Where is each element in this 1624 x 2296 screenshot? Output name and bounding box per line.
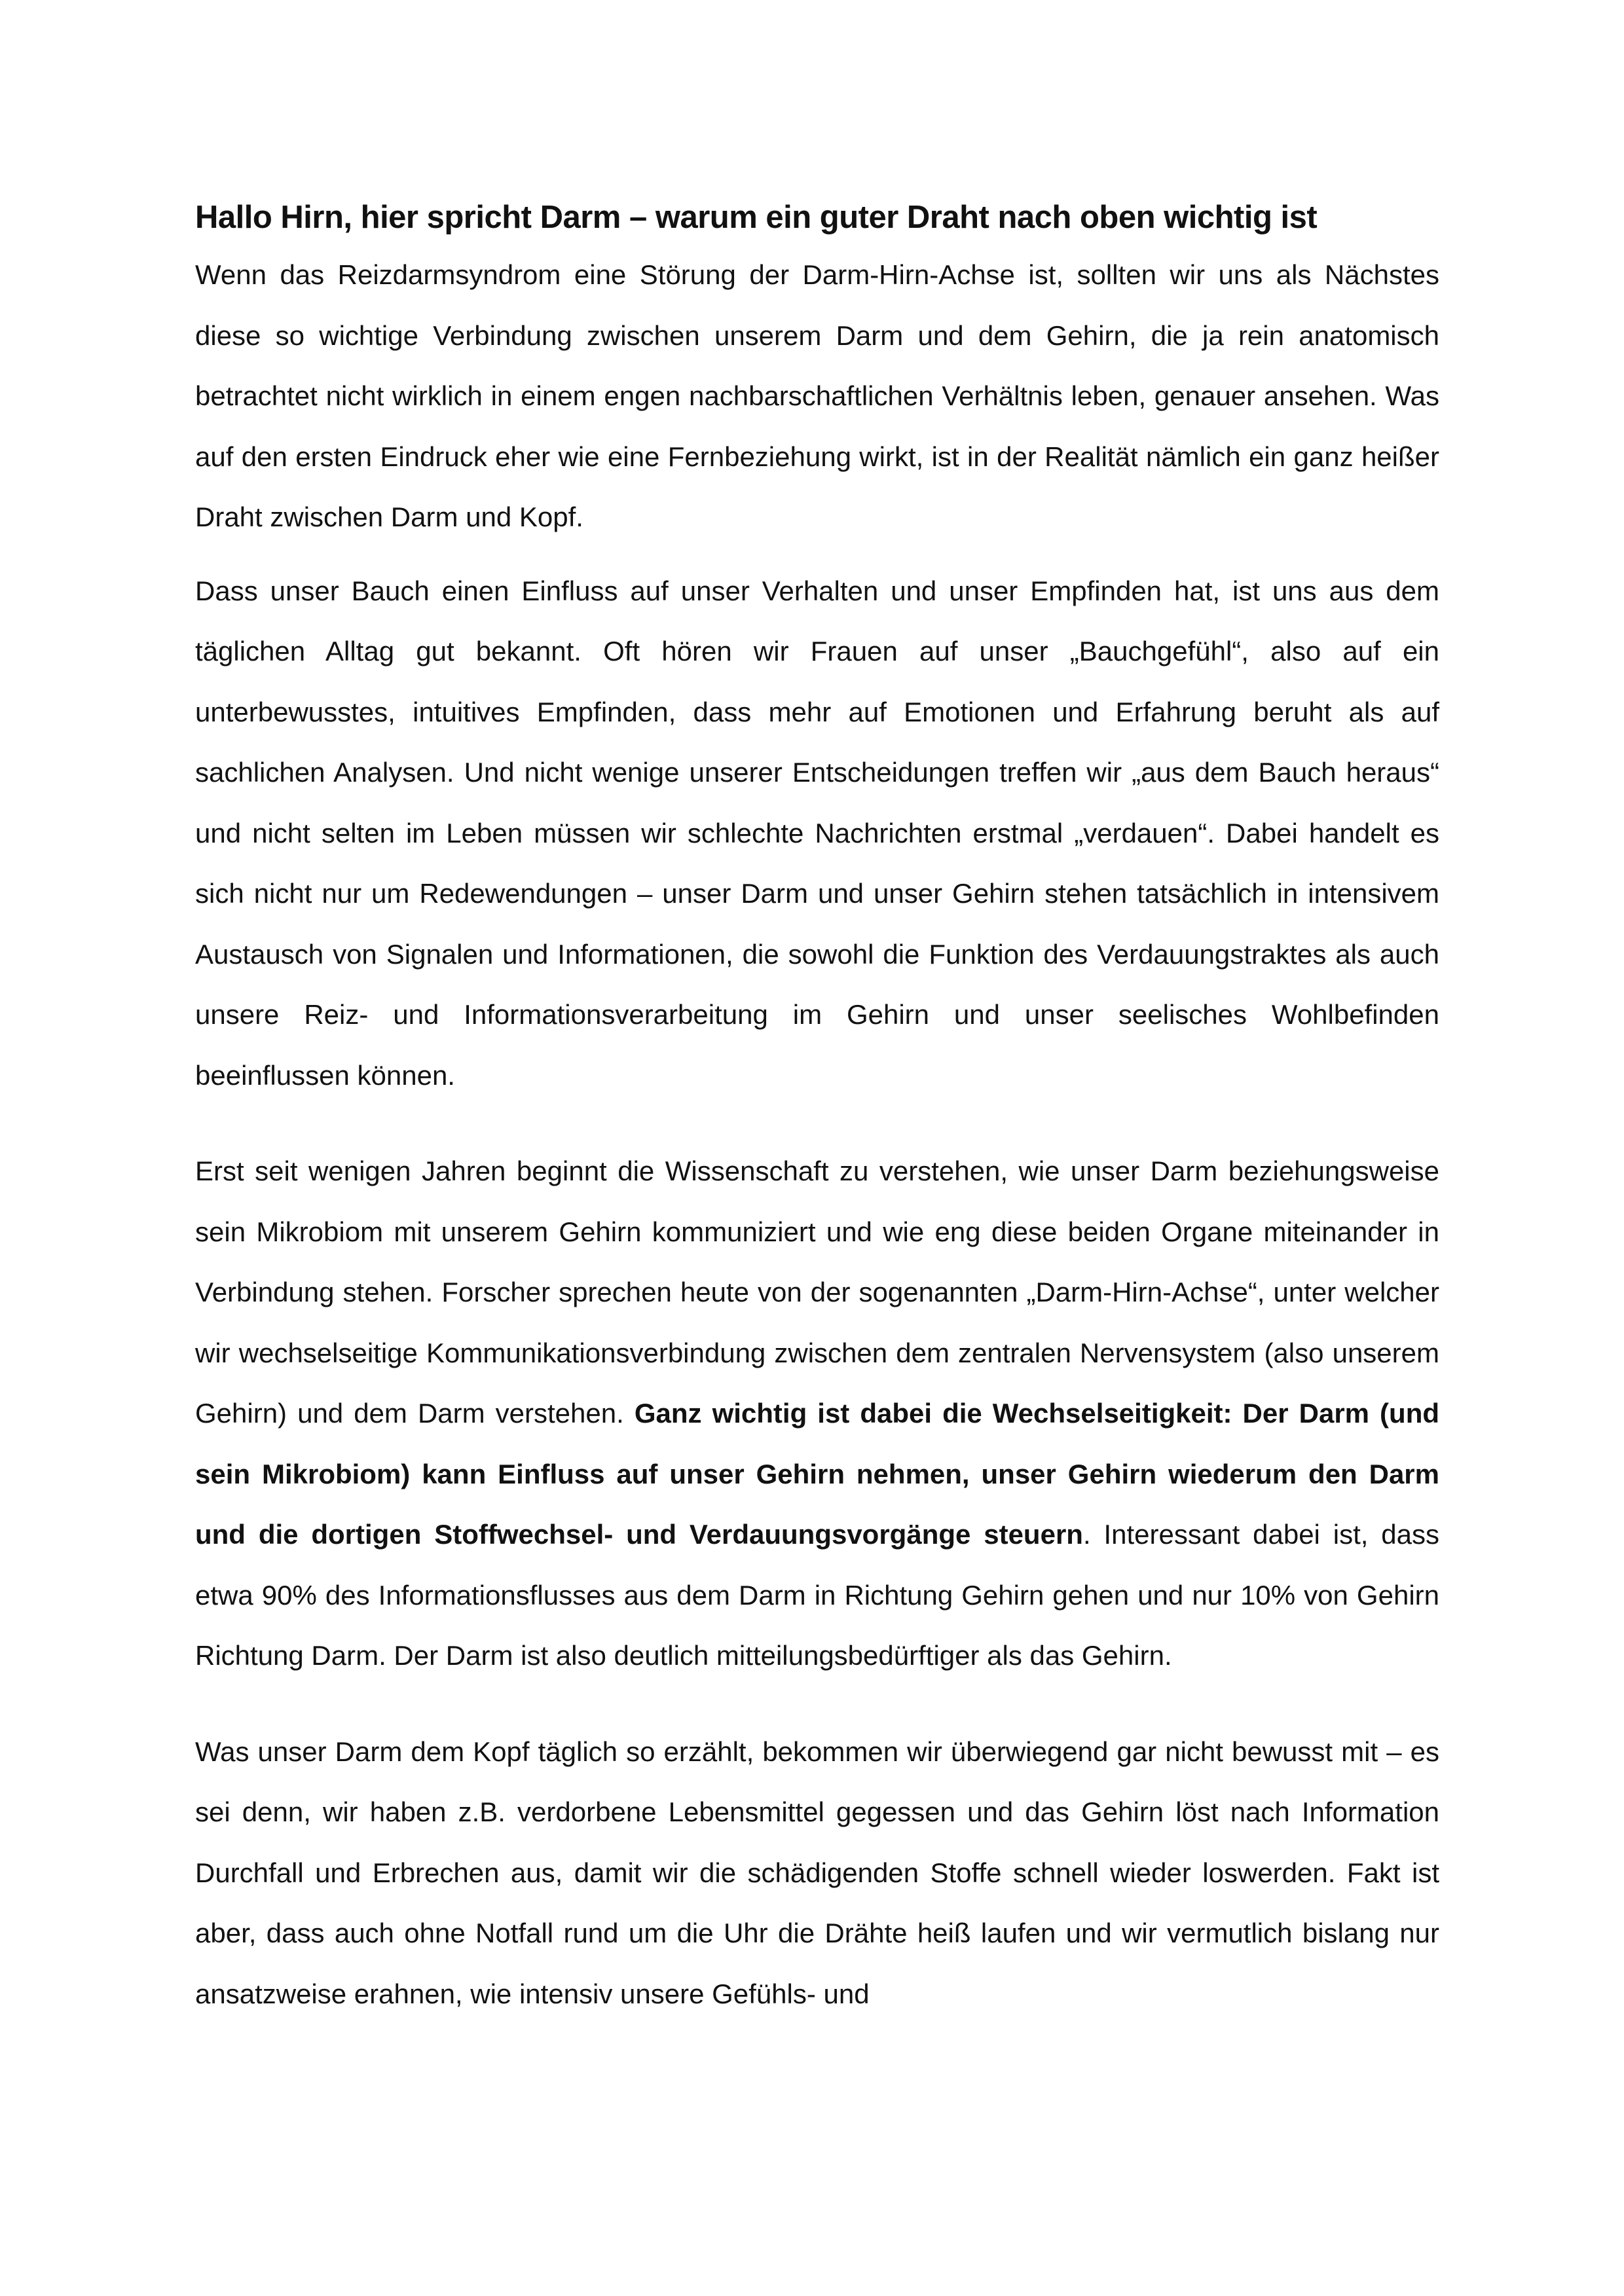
paragraph-intro: Wenn das Reizdarmsyndrom eine Störung der Darm-Hirn-Achse ist, sollten wir uns als Nächstes diese so wichtige Verbindung zwischen unserem Darm und dem Gehirn, die ja rein anatomisch betrachtet nicht wirklich in einem engen nachbarschaftlichen Verhältnis leben, genauer ansehen. Was auf den ersten Eindruck eher wie eine Fernbeziehung wirkt, ist in der Realität nämlich ein ganz heißer Draht zwischen Darm und Kopf.	[195, 259, 1439, 532]
paragraph-bauchgefuehl: Dass unser Bauch einen Einfluss auf unser Verhalten und unser Empfinden hat, ist uns aus dem täglichen Alltag gut bekannt. Oft hören wir Frauen auf unser „Bauchgefühl“, also auf ein unterbewusstes, intuitives Empfinden, dass mehr auf Emotionen und Erfahrung beruht als auf sachlichen Analysen. Und nicht wenige unserer Entscheidungen treffen wir „aus dem Bauch heraus“ und nicht selten im Leben müssen wir schlechte Nachrichten erstmal „verdauen“. Dabei handelt es sich nicht nur um Redewendungen – unser Darm und unser Gehirn stehen tatsächlich in intensivem Austausch von Signalen und Informationen, die sowohl die Funktion des Verdauungstraktes als auch unsere Reiz- und Informationsverarbeitung im Gehirn und unser seelisches Wohlbefinden beeinflussen können.	[195, 575, 1439, 1091]
paragraph-text-before-bold: Erst seit wenigen Jahren beginnt die Wissenschaft zu verstehen, wie unser Darm beziehungsweise sein Mikrobiom mit unserem Gehirn kommuniziert und wie eng diese beiden Organe miteinander in Verbindung stehen. Forscher sprechen heute von der sogenannten „Darm-Hirn-Achse“, unter welcher wir wechselseitige Kommunikationsverbindung zwischen dem zentralen Nervensystem (also unserem Gehirn) und dem Darm verstehen.	[195, 1156, 1439, 1429]
paragraph-kommunikation: Was unser Darm dem Kopf täglich so erzählt, bekommen wir überwiegend gar nicht bewusst mit – es sei denn, wir haben z.B. verdorbene Lebensmittel gegessen und das Gehirn löst nach Information Durchfall und Erbrechen aus, damit wir die schädigenden Stoffe schnell wieder loswerden. Fakt ist aber, dass auch ohne Notfall rund um die Uhr die Drähte heiß laufen und wir vermutlich bislang nur ansatzweise erahnen, wie intensiv unsere Gefühls- und	[195, 1736, 1439, 2009]
document-page	[195, 194, 1439, 2024]
document-title: Hallo Hirn, hier spricht Darm – warum ein guter Draht nach oben wichtig ist	[195, 200, 1318, 235]
paragraph-darm-hirn-achse	[195, 1141, 1439, 1686]
paragraph-text-after-bold: . Interessant dabei ist, dass etwa 90% des Informationsflusses aus dem Darm in Richtung Gehirn gehen und nur 10% von Gehirn Richtung Darm. Der Darm ist also deutlich mitteilungsbedürftiger als das Gehirn.	[195, 1519, 1439, 1671]
paragraph-bold-highlight: Ganz wichtig ist dabei die Wechselseitigkeit: Der Darm (und sein Mikrobiom) kann Einfluss auf unser Gehirn nehmen, unser Gehirn wiederum den Darm und die dortigen Stoffwechsel- und Verdauungsvorgänge steuern	[195, 1398, 1440, 1550]
